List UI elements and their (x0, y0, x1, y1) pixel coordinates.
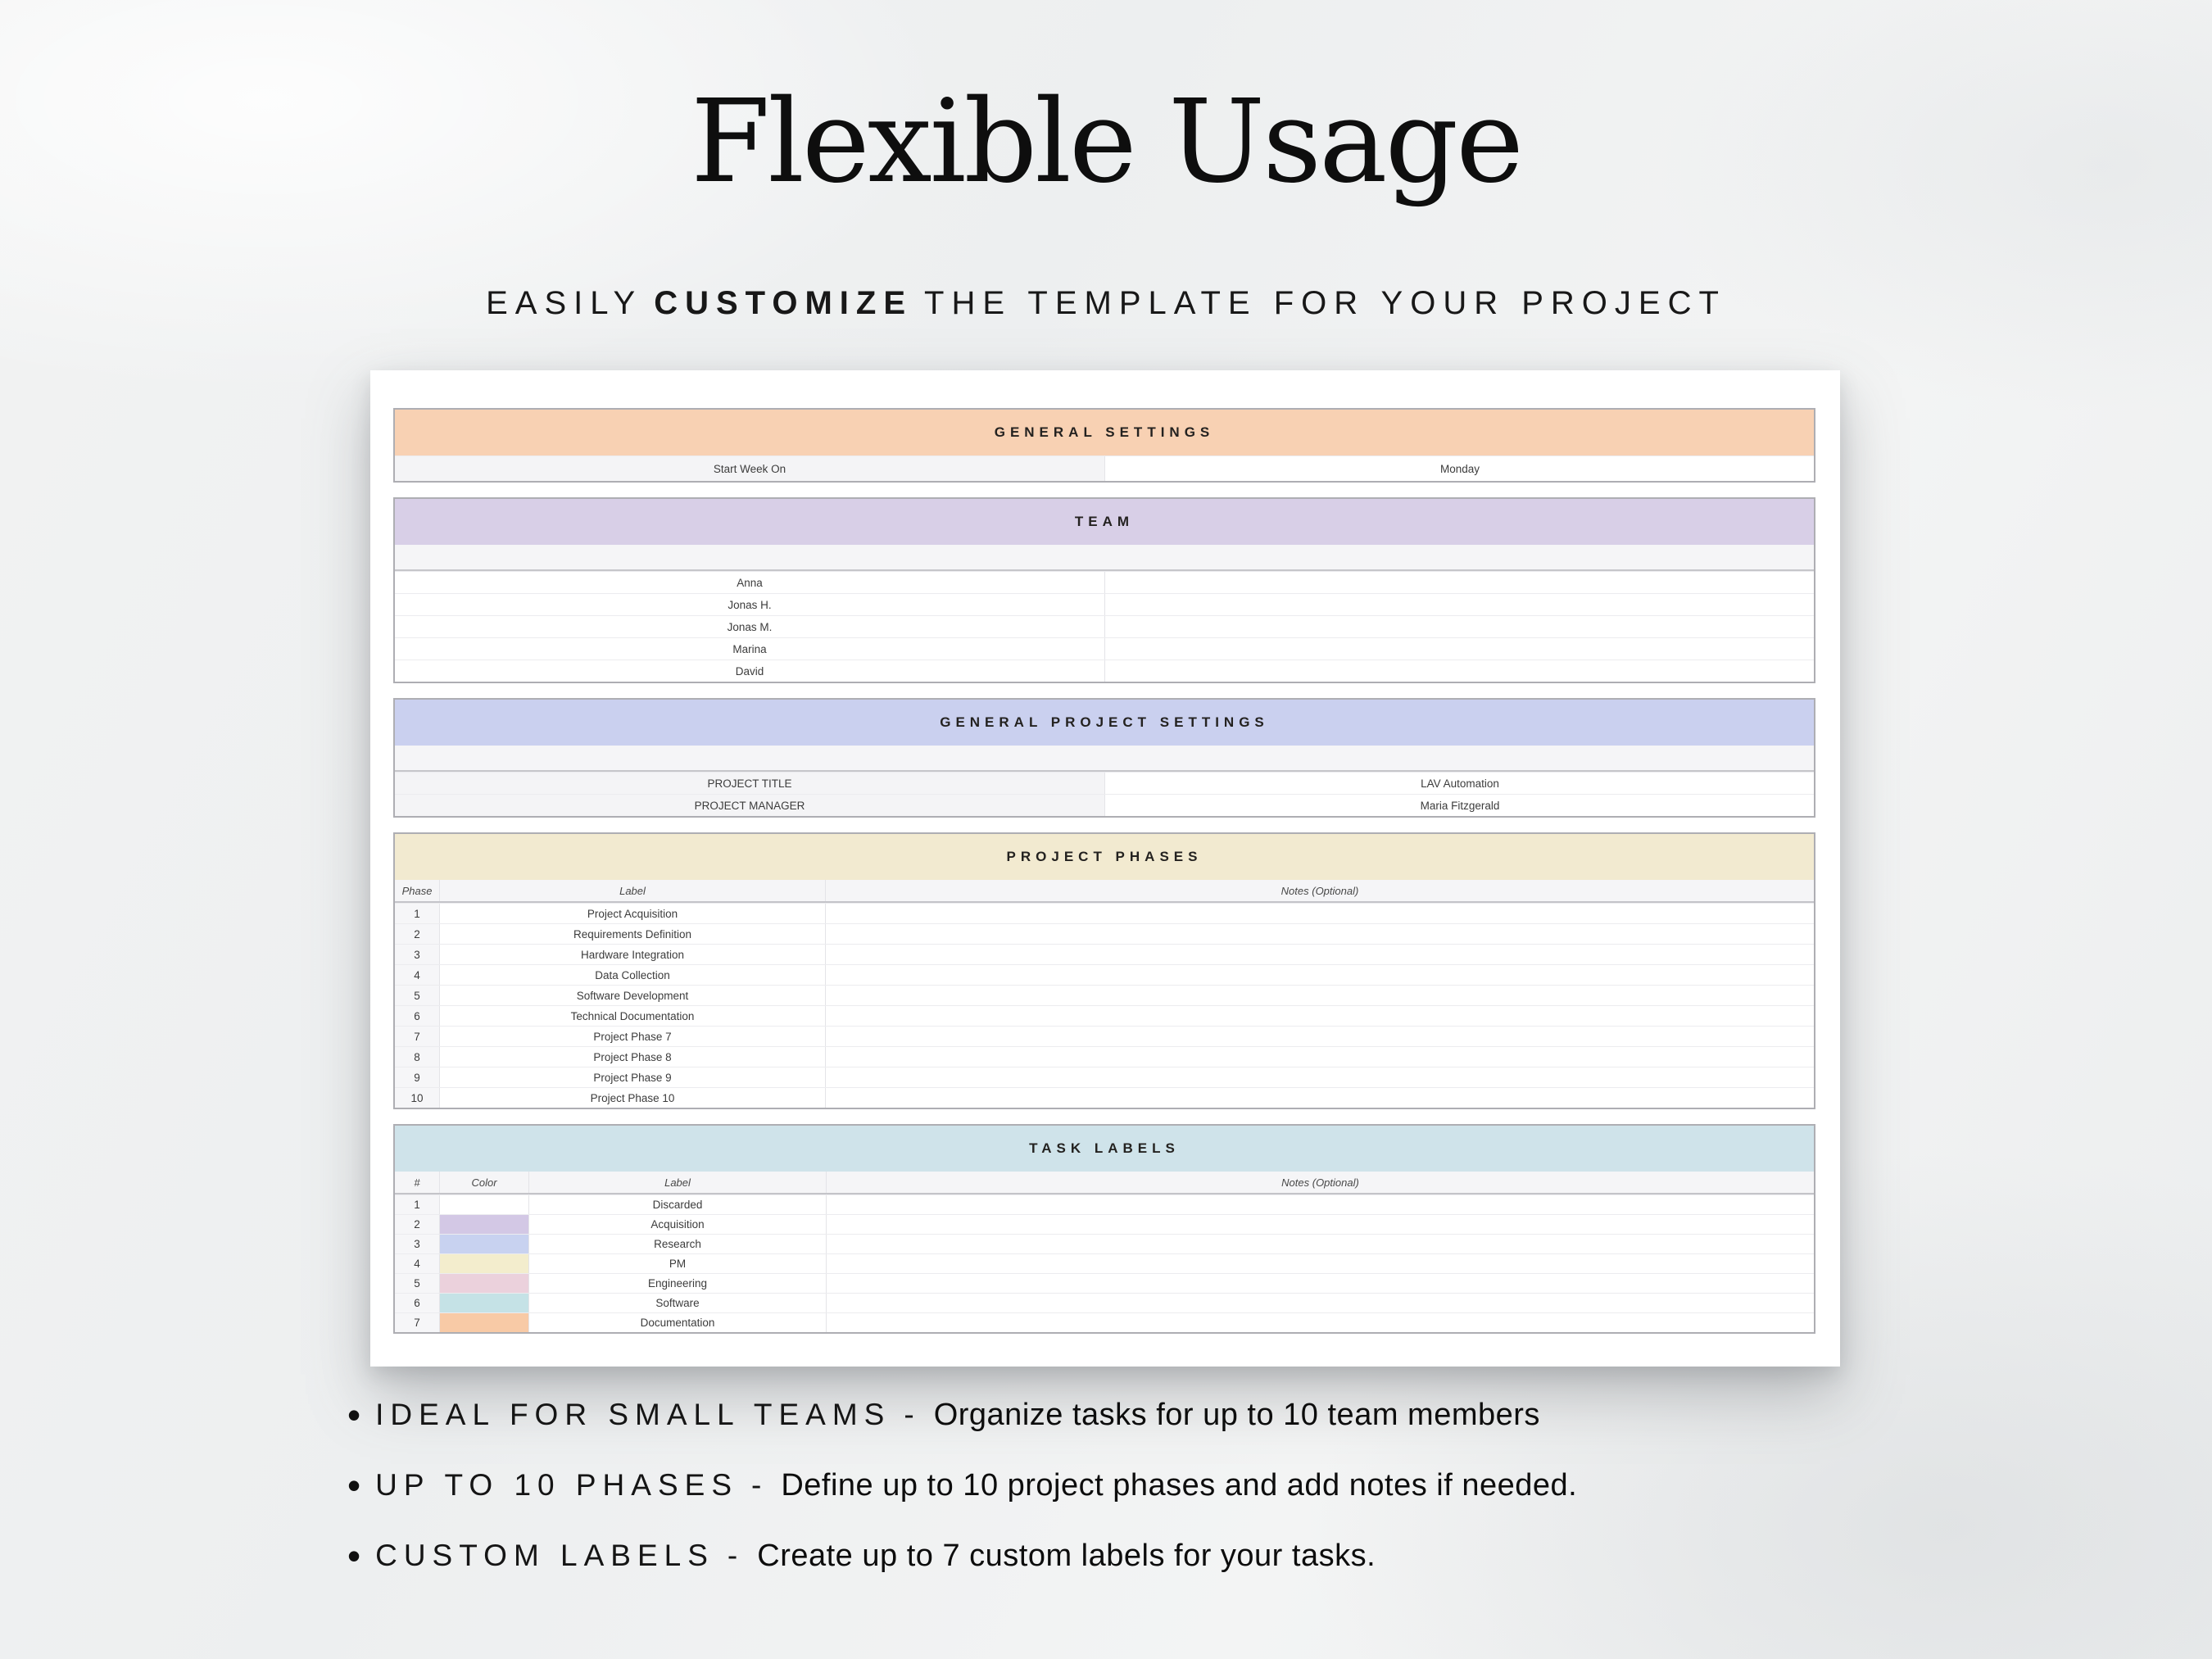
label-name-cell[interactable]: Engineering (528, 1274, 826, 1293)
label-name-cell[interactable]: PM (528, 1254, 826, 1273)
label-num-cell: 6 (395, 1294, 439, 1312)
phase-col-header: Phase (401, 884, 433, 897)
label-num-cell: 5 (395, 1274, 439, 1293)
task-labels-table (393, 1124, 1815, 1334)
bullet-dot: • (347, 1464, 361, 1507)
task-label-row (395, 1214, 1814, 1234)
phase-num-cell: 9 (395, 1067, 439, 1087)
project-settings-subheader-row (395, 746, 1814, 772)
start-week-label-cell[interactable]: Start Week On (395, 456, 1104, 481)
project-title-label-cell[interactable]: PROJECT TITLE (395, 773, 1104, 794)
start-week-value-cell[interactable]: Monday (1104, 456, 1815, 481)
phase-label-cell[interactable]: Project Acquisition (439, 904, 825, 923)
team-member-cell[interactable]: Jonas M. (727, 620, 773, 633)
phase-notes-cell[interactable] (825, 945, 1814, 964)
task-label-row (395, 1194, 1814, 1214)
page-title: Flexible Usage (690, 75, 1521, 209)
phase-notes-cell[interactable] (825, 986, 1814, 1005)
phase-label-cell[interactable]: Requirements Definition (439, 924, 825, 944)
phase-label-cell[interactable]: Project Phase 7 (439, 1027, 825, 1046)
task-labels-column-header-row (395, 1172, 1814, 1194)
phase-notes-cell[interactable] (825, 1088, 1814, 1108)
phases-table (393, 832, 1815, 1109)
bullet-dot: • (347, 1534, 361, 1577)
phase-label-cell[interactable]: Software Development (439, 986, 825, 1005)
phase-label-cell[interactable]: Hardware Integration (439, 945, 825, 964)
team-member-cell[interactable]: David (735, 664, 764, 678)
project-manager-value-cell[interactable]: Maria Fitzgerald (1104, 795, 1815, 816)
table-row (395, 456, 1814, 481)
table-row (395, 615, 1814, 637)
team-empty-cell[interactable] (1104, 572, 1814, 593)
label-color-swatch[interactable] (439, 1235, 528, 1253)
phase-row (395, 1067, 1814, 1087)
bullet-separator: - (904, 1398, 914, 1431)
phase-row (395, 1087, 1814, 1108)
bullet-item (347, 1464, 1578, 1507)
label-col-header: Label (528, 1172, 826, 1193)
table-row (395, 571, 1814, 593)
phases-column-header-row (395, 880, 1814, 903)
phase-num-cell: 1 (395, 904, 439, 923)
phase-notes-cell[interactable] (825, 1027, 1814, 1046)
bullet-item (347, 1534, 1577, 1577)
task-label-row (395, 1273, 1814, 1293)
phase-row (395, 1046, 1814, 1067)
phase-num-cell: 5 (395, 986, 439, 1005)
team-member-cell[interactable]: Jonas H. (728, 598, 772, 611)
table-row (395, 772, 1814, 794)
spreadsheet (393, 408, 1815, 1349)
team-subheader-row (395, 545, 1814, 571)
label-num-cell: 2 (395, 1215, 439, 1234)
phase-num-cell: 4 (395, 965, 439, 985)
page-subtitle (0, 285, 2212, 322)
phase-num-cell: 2 (395, 924, 439, 944)
project-settings-header: GENERAL PROJECT SETTINGS (395, 700, 1814, 746)
label-color-swatch[interactable] (439, 1313, 528, 1332)
bullet-separator: - (727, 1539, 738, 1572)
task-label-row (395, 1293, 1814, 1312)
phase-notes-cell[interactable] (825, 1006, 1814, 1026)
team-empty-cell[interactable] (1104, 616, 1814, 637)
label-color-swatch[interactable] (439, 1274, 528, 1293)
label-color-swatch[interactable] (439, 1195, 528, 1214)
phase-row (395, 903, 1814, 923)
phase-notes-cell[interactable] (825, 1067, 1814, 1087)
team-empty-cell[interactable] (1104, 638, 1814, 660)
subtitle-post: THE TEMPLATE FOR YOUR PROJECT (924, 285, 1726, 321)
phase-label-cell[interactable]: Data Collection (439, 965, 825, 985)
team-member-cell[interactable]: Marina (732, 642, 767, 655)
bullet-text: Organize tasks for up to 10 team members (933, 1398, 1540, 1432)
num-col-header: # (414, 1176, 420, 1189)
bullet-text: Create up to 7 custom labels for your tasks. (757, 1539, 1376, 1573)
phase-num-cell: 8 (395, 1047, 439, 1067)
table-row (395, 794, 1814, 816)
label-name-cell[interactable]: Documentation (528, 1313, 826, 1332)
task-label-row (395, 1234, 1814, 1253)
label-notes-cell[interactable] (826, 1313, 1814, 1332)
project-settings-table (393, 698, 1815, 818)
notes-col-header: Notes (Optional) (825, 880, 1814, 901)
team-member-cell[interactable]: Anna (737, 576, 763, 589)
label-name-cell[interactable]: Acquisition (528, 1215, 826, 1234)
label-notes-cell[interactable] (826, 1274, 1814, 1293)
label-num-cell: 3 (395, 1235, 439, 1253)
label-num-cell: 1 (395, 1195, 439, 1214)
bullet-text: Define up to 10 project phases and add notes if needed. (781, 1468, 1578, 1503)
phase-row (395, 923, 1814, 944)
table-row (395, 637, 1814, 660)
team-table (393, 497, 1815, 683)
label-notes-cell[interactable] (826, 1195, 1814, 1214)
task-label-row (395, 1253, 1814, 1273)
phase-row (395, 985, 1814, 1005)
label-name-cell[interactable]: Research (528, 1235, 826, 1253)
general-settings-header: GENERAL SETTINGS (395, 410, 1814, 456)
label-num-cell: 7 (395, 1313, 439, 1332)
label-color-swatch[interactable] (439, 1215, 528, 1234)
bullet-dot: • (347, 1394, 361, 1436)
phase-notes-cell[interactable] (825, 904, 1814, 923)
bullet-heading: CUSTOM LABELS (375, 1539, 714, 1572)
label-name-cell[interactable]: Software (528, 1294, 826, 1312)
bullet-heading: IDEAL FOR SMALL TEAMS (375, 1398, 891, 1431)
phase-num-cell: 6 (395, 1006, 439, 1026)
spreadsheet-card (370, 370, 1840, 1367)
phase-num-cell: 10 (395, 1088, 439, 1108)
phase-label-cell[interactable]: Project Phase 8 (439, 1047, 825, 1067)
phases-header: PROJECT PHASES (395, 834, 1814, 880)
general-settings-table (393, 408, 1815, 483)
bullet-heading: UP TO 10 PHASES (375, 1468, 738, 1502)
label-notes-cell[interactable] (826, 1215, 1814, 1234)
bullet-separator: - (751, 1468, 762, 1502)
subtitle-emphasis: CUSTOMIZE (654, 285, 913, 321)
phase-row (395, 944, 1814, 964)
table-row (395, 660, 1814, 682)
notes-col-header: Notes (Optional) (826, 1172, 1814, 1193)
team-header: TEAM (395, 499, 1814, 545)
label-notes-cell[interactable] (826, 1254, 1814, 1273)
feature-bullet-list (347, 1394, 1578, 1609)
label-notes-cell[interactable] (826, 1294, 1814, 1312)
phase-notes-cell[interactable] (825, 924, 1814, 944)
phase-notes-cell[interactable] (825, 1047, 1814, 1067)
team-empty-cell[interactable] (1104, 660, 1814, 682)
phase-notes-cell[interactable] (825, 965, 1814, 985)
team-empty-cell[interactable] (1104, 594, 1814, 615)
phase-num-cell: 3 (395, 945, 439, 964)
label-notes-cell[interactable] (826, 1235, 1814, 1253)
label-col-header: Label (439, 880, 825, 901)
task-labels-header: TASK LABELS (395, 1126, 1814, 1172)
label-name-cell[interactable]: Discarded (528, 1195, 826, 1214)
bullet-item (347, 1394, 1577, 1436)
project-manager-label-cell[interactable]: PROJECT MANAGER (395, 795, 1104, 816)
label-num-cell: 4 (395, 1254, 439, 1273)
phase-row (395, 964, 1814, 985)
color-col-header: Color (439, 1172, 528, 1193)
task-label-row (395, 1312, 1814, 1332)
phase-row (395, 1005, 1814, 1026)
label-color-swatch[interactable] (439, 1294, 528, 1312)
phase-num-cell: 7 (395, 1027, 439, 1046)
project-title-value-cell[interactable]: LAV Automation (1104, 773, 1815, 794)
phase-label-cell[interactable]: Technical Documentation (439, 1006, 825, 1026)
subtitle-pre: EASILY (486, 285, 643, 321)
phase-label-cell[interactable]: Project Phase 9 (439, 1067, 825, 1087)
label-color-swatch[interactable] (439, 1254, 528, 1273)
table-row (395, 593, 1814, 615)
phase-row (395, 1026, 1814, 1046)
phase-label-cell[interactable]: Project Phase 10 (439, 1088, 825, 1108)
